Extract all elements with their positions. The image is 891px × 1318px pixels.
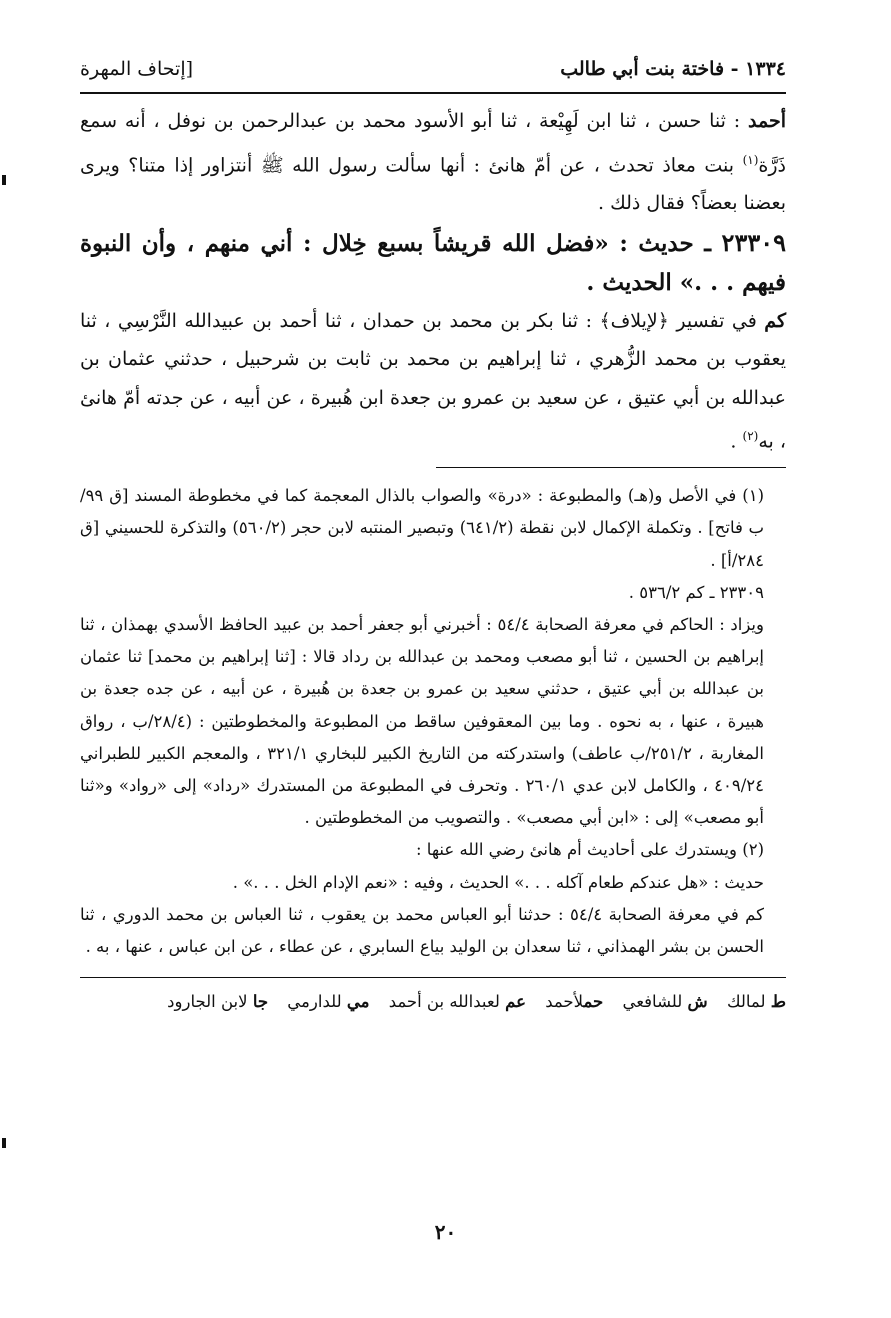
paragraph-text: : ثنا حسن ، ثنا ابن لَهِيْعة ، ثنا أبو الأسود محمد بن عبدالرحمن بن نوفل ، أنه سمع ذَرَّة bbox=[80, 110, 786, 176]
running-header bbox=[80, 58, 786, 92]
hadith-number: ٢٣٣٠٩ bbox=[721, 227, 786, 257]
abbr-item: ش للشافعي bbox=[622, 992, 708, 1012]
header-title: ١٣٣٤ - فاختة بنت أبي طالب bbox=[560, 58, 786, 80]
footnote-separator bbox=[436, 467, 786, 468]
paragraph-text: بنت معاذ تحدث ، عن أمّ هانئ : أنها سألت رسول الله ﷺ أنتزاور إذا متنا؟ ويرى بعضنا بعضاً؟ فقال ذلك . bbox=[80, 153, 786, 215]
paragraph-end: . bbox=[730, 430, 743, 453]
margin-mark bbox=[2, 1138, 6, 1148]
paragraph-hakim bbox=[80, 302, 786, 461]
header-book: [إتحاف المهرة bbox=[80, 58, 194, 80]
footnote-5: حديث : «هل عندكم طعام آكله . . .» الحديث ، وفيه : «نعم الإدام الخل . . .» . bbox=[232, 872, 764, 892]
footnote-2: ٢٣٣٠٩ ـ كم ٥٣٦/٢ . bbox=[628, 582, 764, 602]
footnote-ref: (١) bbox=[742, 152, 759, 167]
main-text bbox=[80, 102, 786, 461]
page bbox=[80, 58, 786, 1011]
abbr-item: عم لعبدالله بن أحمد bbox=[388, 992, 526, 1012]
footnotes bbox=[80, 480, 786, 963]
page-number: ٢٠ bbox=[434, 1220, 457, 1244]
hadith-text: ـ حديث : «فضل الله قريشاً بسبع خِلال : أني منهم ، وأن النبوة فيهم . . .» الحديث . bbox=[80, 229, 786, 296]
footnote-4: (٢) ويستدرك على أحاديث أم هانئ رضي الله عنها : bbox=[416, 840, 764, 860]
abbreviation-key bbox=[80, 992, 786, 1011]
source-label: أحمد bbox=[748, 110, 786, 132]
footnote-1: (١) في الأصل و(هـ) والمطبوعة : «درة» والصواب بالذال المعجمة كما في مخطوطة المسند [ق ٩٩/ب فاتح] . وتكملة الإكمال لابن نقطة (٦٤١/٢) وتبصير المنتبه لابن حجر (٥٦٠/٢) والتذكرة للحسيني [ق ٢٨٤/أ] . bbox=[80, 486, 764, 570]
margin-mark bbox=[2, 175, 6, 185]
abbr-item: جا لابن الجارود bbox=[167, 992, 269, 1012]
footnote-ref: (٢) bbox=[742, 429, 759, 444]
source-label: كم bbox=[764, 309, 786, 332]
footnote-3: ويزاد : الحاكم في معرفة الصحابة ٥٤/٤ : أخبرني أبو جعفر أحمد بن عبيد الحافظ الأسدي بهمذان ، ثنا إبراهيم بن الحسين ، ثنا أبو مصعب ومحمد بن عبدالله بن رداد قالا : [ثنا إبراهيم بن محمد] ثنا عثمان بن عبدالله بن أبي عتيق ، حدثني سعيد بن عمرو بن جعدة بن هُبيرة ، عن أبيه ، عن جده جعدة بن هبيرة ، عنها ، به نحوه . وما بين المعقوفين ساقط من المطبوعة والمخطوطتين : (٢٨/٤/ب ، رواق المغاربة ، ٢٥١/٢/ب عاطف) واستدركته من التاريخ الكبير للبخاري ٣٢١/١ ، والمعجم الكبير للطبراني ٤٠٩/٢٤ ، والكامل لابن عدي ٢٦٠/١ . وتحرف في المطبوعة من المستدرك «رداد» إلى «رواد» و«ثنا أبو مصعب» إلى : «ابن أبي مصعب» . والتصويب من المخطوطتين . bbox=[80, 614, 764, 828]
paragraph-text: في تفسير ﴿لإيلاف﴾ : ثنا بكر بن محمد بن حمدان ، ثنا أحمد بن عبيدالله النَّرْسِي ، ثنا يعقوب بن محمد الزُّهري ، ثنا إبراهيم بن محمد بن ثابت بن شرحبيل ، حدثني عثمان بن عبدالله بن أبي عتيق ، عن سعيد بن عمرو بن جعدة ابن هُبيرة ، عن أبيه ، عن جدته أمّ هانئ ، به bbox=[80, 309, 786, 453]
paragraph-ahmad bbox=[80, 102, 786, 223]
footnote-6: كم في معرفة الصحابة ٥٤/٤ : حدثنا أبو العباس محمد بن يعقوب ، ثنا العباس بن محمد الدوري ، ثنا الحسن بن بشر الهمذاني ، ثنا سعدان بن الوليد بياع السابري ، عن عطاء ، عن ابن عباس ، عنها ، به . bbox=[80, 904, 764, 956]
header-rule bbox=[80, 92, 786, 94]
footer-rule bbox=[80, 977, 786, 978]
abbr-item: ط لمالك bbox=[726, 992, 786, 1012]
abbr-item: حملأحمد bbox=[545, 992, 604, 1012]
abbr-item: مي للدارمي bbox=[287, 992, 370, 1012]
hadith-entry bbox=[80, 223, 786, 302]
